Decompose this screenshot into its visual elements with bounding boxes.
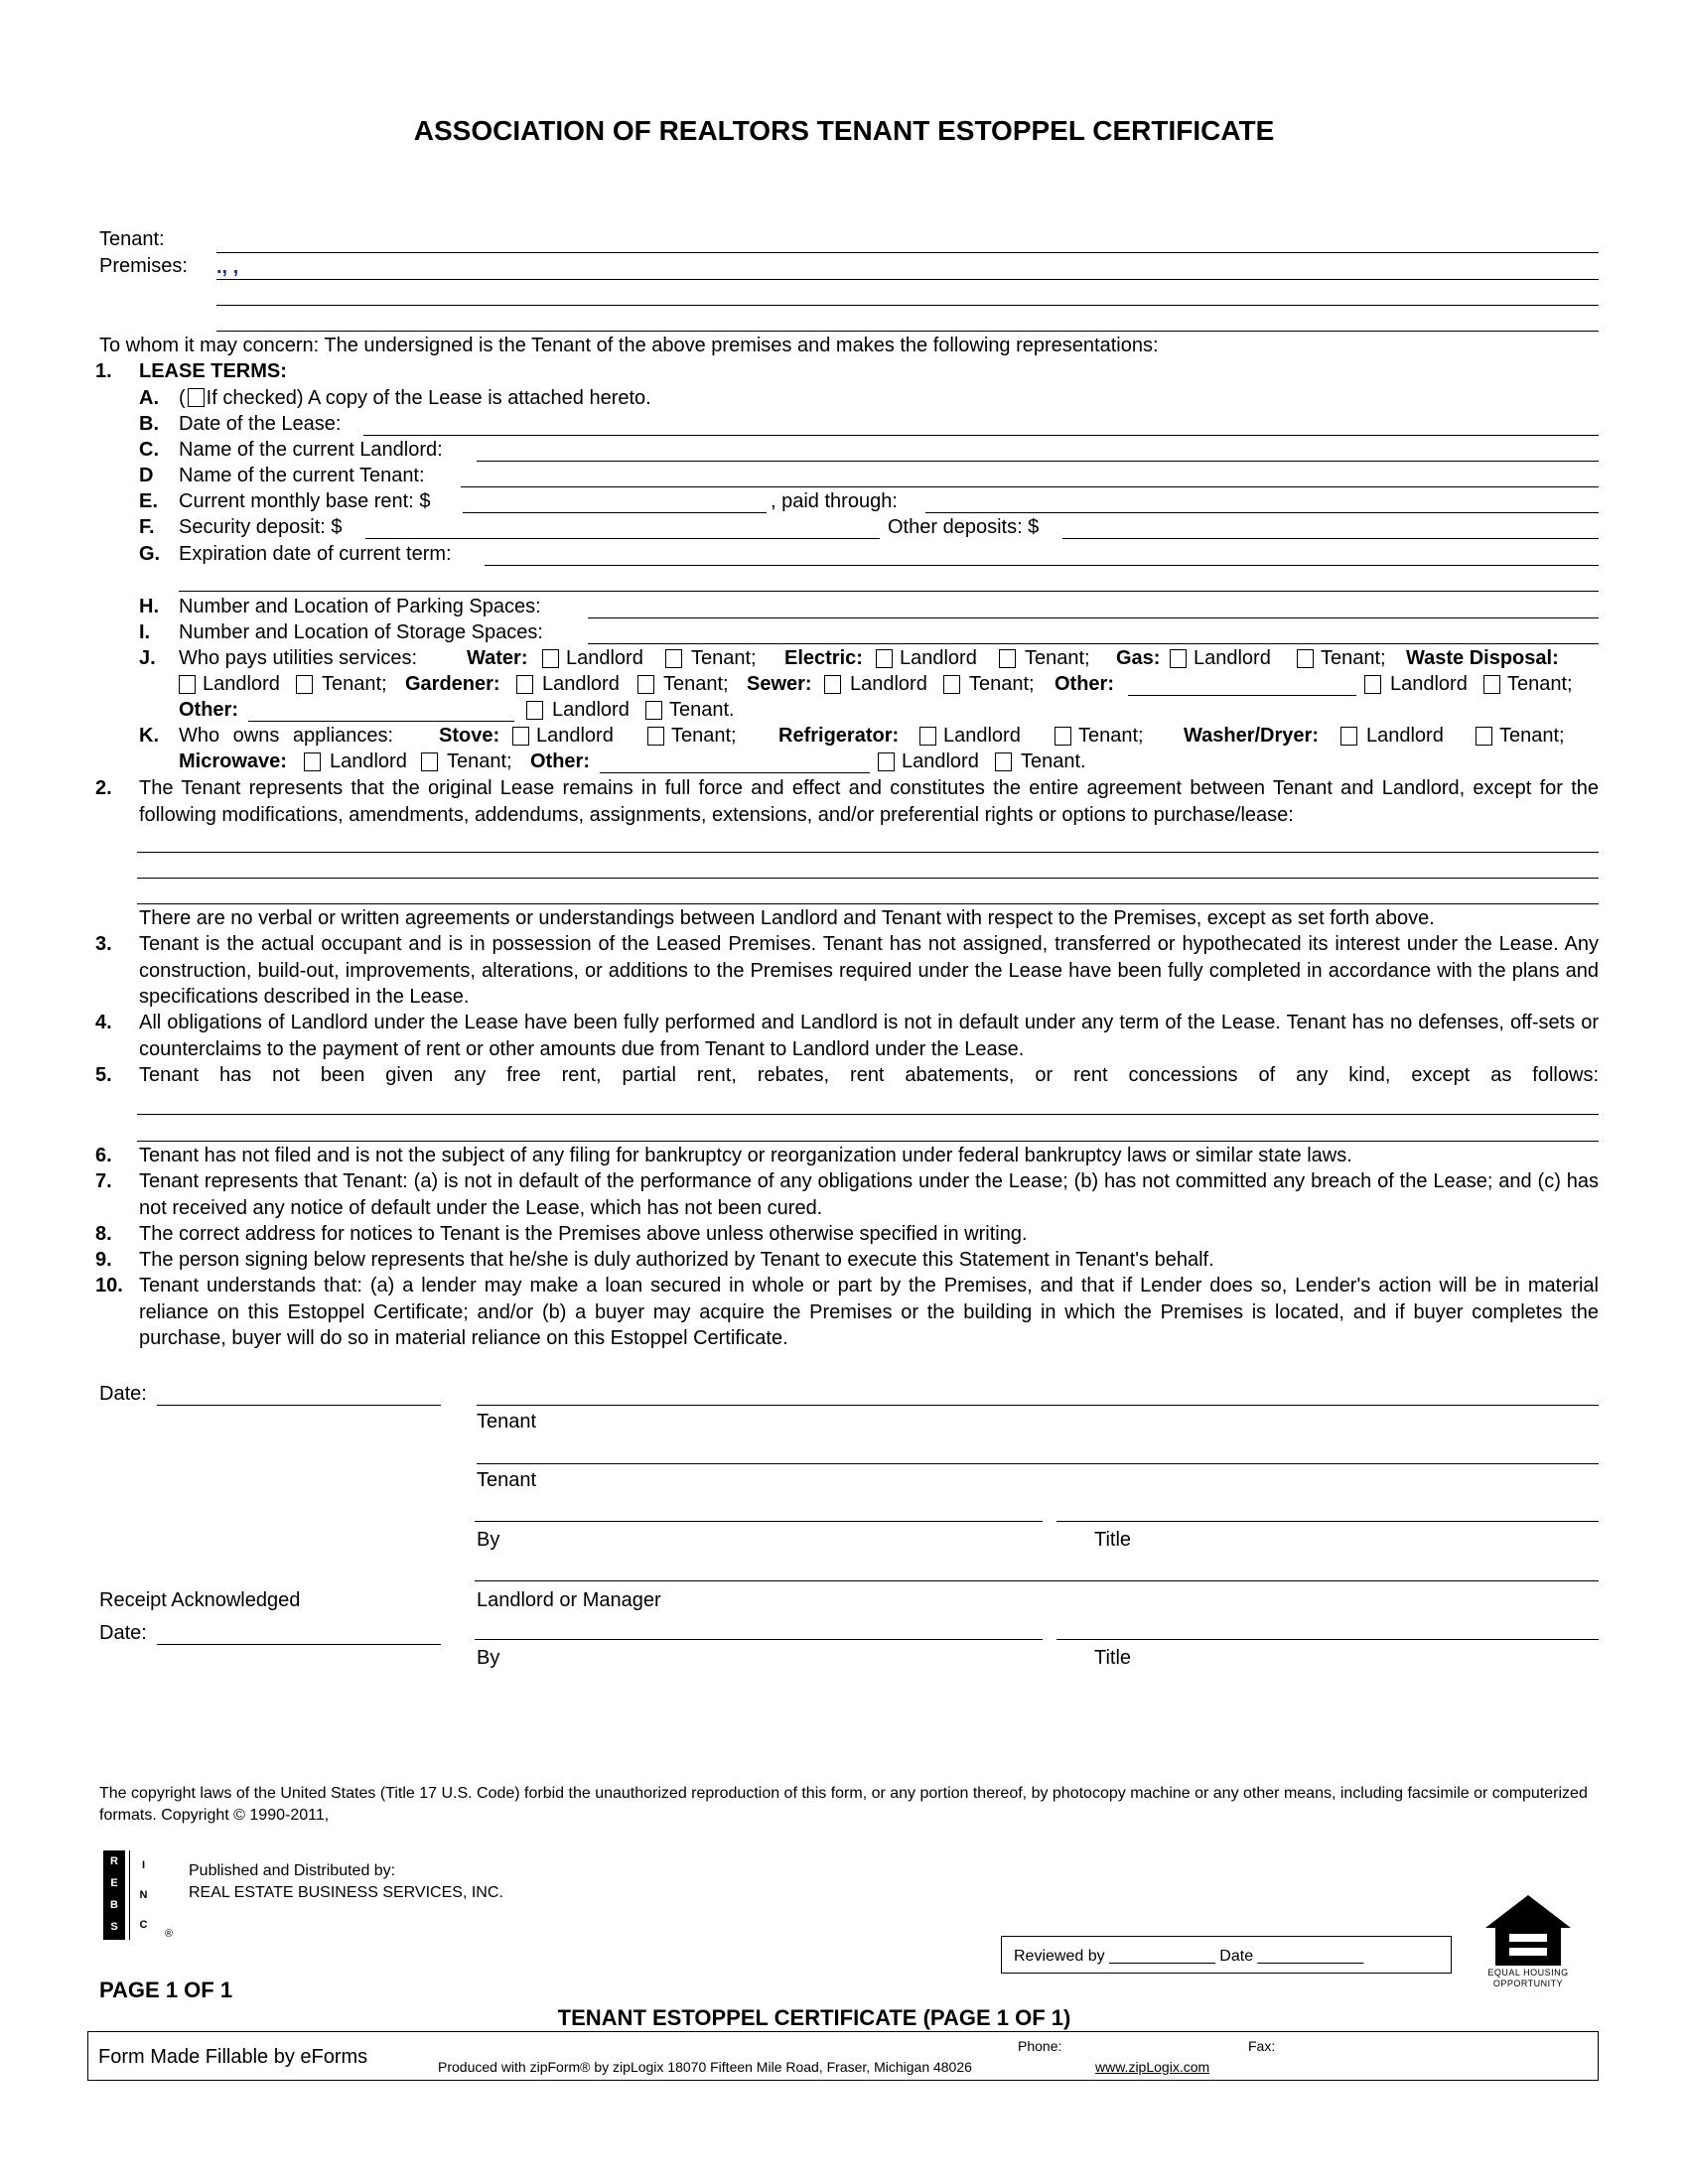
fillable-by: Form Made Fillable by eForms xyxy=(98,2046,368,2068)
by-label: By xyxy=(477,1529,500,1551)
landlord-text: Landlord xyxy=(1366,725,1444,747)
produced-with: Produced with zipForm® by zipLogix 18070 Fifteen Mile Road, Fraser, Michigan 48026 xyxy=(438,2059,972,2075)
tenant-text: Tenant; xyxy=(322,673,387,695)
landlord-text: Landlord xyxy=(943,725,1021,747)
date-field-2[interactable] xyxy=(157,1644,441,1645)
phone-label: Phone: xyxy=(1018,2038,1062,2054)
gardener-tenant-checkbox[interactable] xyxy=(637,675,654,694)
gardener-landlord-checkbox[interactable] xyxy=(516,675,533,694)
other-utility-label: Other: xyxy=(1055,673,1114,695)
landlord-text: Landlord xyxy=(566,647,643,669)
sewer-landlord-checkbox[interactable] xyxy=(824,675,841,694)
waste-tenant-checkbox[interactable] xyxy=(296,675,313,694)
logo-letter: B xyxy=(110,1899,118,1911)
microwave-tenant-checkbox[interactable] xyxy=(421,752,438,771)
security-deposit-field[interactable] xyxy=(365,538,880,539)
title-field-2[interactable] xyxy=(1056,1639,1599,1640)
other-deposits-label: Other deposits: $ xyxy=(888,516,1040,538)
logo-letter: I xyxy=(141,1859,146,1871)
other-utility-2-tenant-checkbox[interactable] xyxy=(645,701,662,720)
item-h-text: Number and Location of Parking Spaces: xyxy=(179,596,541,617)
tenant-signature-1-field[interactable] xyxy=(477,1405,1599,1406)
tenant-text: Tenant; xyxy=(1025,647,1090,669)
landlord-text: Landlord xyxy=(203,673,280,695)
other-utility-field[interactable] xyxy=(1128,695,1356,696)
company-name: REAL ESTATE BUSINESS SERVICES, INC. xyxy=(189,1884,503,1901)
base-rent-field[interactable] xyxy=(463,512,767,513)
other-deposits-field[interactable] xyxy=(1062,538,1599,539)
by-field[interactable] xyxy=(475,1521,1043,1522)
item-d-text: Name of the current Tenant: xyxy=(179,465,425,486)
tenant-signature-1-label: Tenant xyxy=(477,1411,537,1433)
item-d-letter: D xyxy=(139,465,154,486)
lease-date-field[interactable] xyxy=(363,435,1599,436)
section-7-text: Tenant represents that Tenant: (a) is not in default of the performance of any obligations under the Lease; (b) has not committed any breach of the Lease; and (c) has not received any notice of default under the Lease, which has not been cured. xyxy=(139,1170,1599,1219)
landlord-text: Landlord xyxy=(542,673,620,695)
copyright-text: The copyright laws of the United States (Title 17 U.S. Code) forbid the unauthorized reproduction of this form, or any portion thereof, by photocopy machine or any other means, including facsimile or computerized formats. Copyright © 1990-2011, xyxy=(99,1785,1588,1824)
refrigerator-tenant-checkbox[interactable] xyxy=(1055,727,1071,746)
equal-housing-text: EQUAL HOUSING OPPORTUNITY xyxy=(1487,1968,1569,1988)
landlord-text: Landlord xyxy=(1194,647,1271,669)
item-a-text: If checked) A copy of the Lease is attached hereto. xyxy=(206,387,651,409)
tenant-text: Tenant; xyxy=(1078,725,1144,747)
tenant-field[interactable] xyxy=(216,252,1599,253)
title-label-2: Title xyxy=(1094,1647,1132,1669)
section-10-text: Tenant understands that: (a) a lender may make a loan secured in whole or part by the Premises, and that if Lender does so, Lender's action will be in material reliance on this Estoppel Certificate; and/or (b) a buyer may acquire the Premises or the building in which the Premises is located, and if buyer completes the purchase, buyer will do so in material reliance on this Estoppel Certificate. xyxy=(139,1275,1599,1349)
stove-tenant-checkbox[interactable] xyxy=(647,727,664,746)
other-utility-tenant-checkbox[interactable] xyxy=(1483,675,1500,694)
other-utility-2-landlord-checkbox[interactable] xyxy=(526,701,543,720)
tenant-label: Tenant: xyxy=(99,228,165,250)
paid-through-field[interactable] xyxy=(925,512,1599,513)
waste-landlord-checkbox[interactable] xyxy=(179,675,196,694)
other-utility-2-label: Other: xyxy=(179,699,238,721)
landlord-text: Landlord xyxy=(330,751,407,772)
item-h-letter: H. xyxy=(139,596,159,617)
water-tenant-checkbox[interactable] xyxy=(665,649,682,668)
reviewed-by-field[interactable]: ____________ xyxy=(1109,1948,1215,1965)
section-3-number: 3. xyxy=(95,933,112,955)
logo-letter: R xyxy=(110,1855,118,1867)
published-by: Published and Distributed by: xyxy=(189,1862,396,1879)
item-f-letter: F. xyxy=(139,516,155,538)
tenant-text: Tenant; xyxy=(1321,647,1386,669)
date-label: Date: xyxy=(99,1383,147,1405)
expiration-date-field[interactable] xyxy=(485,565,1599,566)
sewer-tenant-checkbox[interactable] xyxy=(943,675,960,694)
section-10-number: 10. xyxy=(95,1275,123,1297)
form-title: TENANT ESTOPPEL CERTIFICATE (PAGE 1 OF 1) xyxy=(557,2005,1071,2030)
modifications-field-line-2[interactable] xyxy=(137,878,1599,879)
item-i-text: Number and Location of Storage Spaces: xyxy=(179,621,543,643)
reviewed-by-label: Reviewed by xyxy=(1014,1948,1105,1965)
section-5-number: 5. xyxy=(95,1064,112,1086)
tenant-text: Tenant; xyxy=(663,673,729,695)
tenant-text: Tenant; xyxy=(447,751,512,772)
reviewed-box xyxy=(1001,1936,1452,1974)
item-j-letter: J. xyxy=(139,647,156,669)
other-appliance-landlord-checkbox[interactable] xyxy=(878,752,895,771)
other-appliance-field[interactable] xyxy=(600,772,870,773)
appliances-label: Who owns appliances: xyxy=(179,725,394,747)
landlord-text: Landlord xyxy=(1390,673,1468,695)
concessions-field-line-2[interactable] xyxy=(137,1141,1599,1142)
concessions-field-line-1[interactable] xyxy=(137,1114,1599,1115)
water-label: Water: xyxy=(467,647,528,669)
fax-label: Fax: xyxy=(1248,2038,1276,2054)
paren: ( xyxy=(179,387,186,409)
landlord-manager-label: Landlord or Manager xyxy=(477,1589,661,1611)
page-number: PAGE 1 OF 1 xyxy=(99,1978,233,2002)
by-field-2[interactable] xyxy=(475,1639,1043,1640)
tenant-text: Tenant; xyxy=(691,647,757,669)
gas-tenant-checkbox[interactable] xyxy=(1297,649,1314,668)
item-b-letter: B. xyxy=(139,413,159,435)
page-title: ASSOCIATION OF REALTORS TENANT ESTOPPEL CERTIFICATE xyxy=(413,115,1275,146)
registered-mark: ® xyxy=(165,1928,174,1940)
reviewed-date-field[interactable]: ____________ xyxy=(1257,1948,1364,1965)
item-a-row xyxy=(179,386,651,410)
water-landlord-checkbox[interactable] xyxy=(542,649,559,668)
expiration-date-field-line-2[interactable] xyxy=(179,591,1599,592)
other-utility-landlord-checkbox[interactable] xyxy=(1364,675,1381,694)
landlord-text: Landlord xyxy=(536,725,614,747)
section-3-text: Tenant is the actual occupant and is in possession of the Leased Premises. Tenant has not assigned, transferred or hypothecated its interest under the Lease. Any construction, build-out, improvements, alterations, or additions to the Premises required under the Lease have been fully completed in accordance with the plans and specifications described in the Lease. xyxy=(139,933,1599,1008)
landlord-text: Landlord xyxy=(850,673,927,695)
reviewed-by-row xyxy=(1014,1946,1363,1968)
item-k-letter: K. xyxy=(139,725,159,747)
section-6-number: 6. xyxy=(95,1145,112,1166)
section-4-number: 4. xyxy=(95,1012,112,1033)
inc-logo xyxy=(129,1850,157,1940)
tenant-text: Tenant; xyxy=(1499,725,1565,747)
lease-attached-checkbox[interactable] xyxy=(188,388,205,407)
date-label-2: Date: xyxy=(99,1622,147,1644)
item-g-letter: G. xyxy=(139,543,161,565)
gas-landlord-checkbox[interactable] xyxy=(1170,649,1187,668)
item-c-text: Name of the current Landlord: xyxy=(179,439,443,461)
washer-landlord-checkbox[interactable] xyxy=(1340,727,1357,746)
section-5-text: Tenant has not been given any free rent, partial rent, rebates, rent abatements, or rent concessions of any kind, except as follows: xyxy=(139,1064,1599,1086)
logo-letter: E xyxy=(110,1877,118,1889)
sewer-label: Sewer: xyxy=(747,673,812,695)
premises-value[interactable]: ., , xyxy=(216,256,239,278)
other-appliance-tenant-checkbox[interactable] xyxy=(995,752,1012,771)
washer-tenant-checkbox[interactable] xyxy=(1476,727,1492,746)
item-c-letter: C. xyxy=(139,439,159,461)
by-label-2: By xyxy=(477,1647,500,1669)
microwave-landlord-checkbox[interactable] xyxy=(304,752,321,771)
other-utility-2-field[interactable] xyxy=(248,721,514,722)
item-b-text: Date of the Lease: xyxy=(179,413,342,435)
item-g-text: Expiration date of current term: xyxy=(179,543,452,565)
section-2-text: The Tenant represents that the original Lease remains in full force and effect and constitutes the entire agreement between Tenant and Landlord, except for the following modifications, amendments, addendums, assignments, extensions, and/or preferential rights or options to purchase/lease: xyxy=(139,777,1599,826)
modifications-field-line-1[interactable] xyxy=(137,852,1599,853)
tenant-signature-2-label: Tenant xyxy=(477,1469,537,1491)
electric-landlord-checkbox[interactable] xyxy=(876,649,893,668)
reviewed-date-label: Date xyxy=(1219,1948,1254,1965)
section-8-number: 8. xyxy=(95,1223,112,1245)
paid-through-label: , paid through: xyxy=(771,490,898,512)
section-8-text: The correct address for notices to Tenant is the Premises above unless otherwise specified in writing. xyxy=(139,1223,1028,1245)
tenant-text: Tenant. xyxy=(1021,751,1086,772)
section-2-number: 2. xyxy=(95,777,112,799)
tenant-text: Tenant; xyxy=(969,673,1035,695)
stove-label: Stove: xyxy=(439,725,500,747)
footer-box xyxy=(87,2031,1599,2081)
tenant-text: Tenant; xyxy=(671,725,737,747)
item-f-text: Security deposit: $ xyxy=(179,516,343,538)
storage-spaces-field[interactable] xyxy=(588,643,1599,644)
logo-letter: C xyxy=(139,1919,148,1931)
landlord-text: Landlord xyxy=(552,699,630,721)
rebs-logo xyxy=(103,1850,125,1940)
stove-landlord-checkbox[interactable] xyxy=(512,727,529,746)
tenant-text: Tenant. xyxy=(669,699,735,721)
section-9-text: The person signing below represents that he/she is duly authorized by Tenant to execute this Statement in Tenant's behalf. xyxy=(139,1249,1214,1271)
section-4-text: All obligations of Landlord under the Lease have been fully performed and Landlord is not in default under any term of the Lease. Tenant has no defenses, off-sets or counterclaims to the payment of rent or other amounts due from Tenant to Landlord under the Lease. xyxy=(139,1012,1599,1060)
logo-letter: N xyxy=(139,1889,148,1901)
item-e-letter: E. xyxy=(139,490,158,512)
ziplogix-link[interactable]: www.zipLogix.com xyxy=(1095,2059,1210,2075)
section-1-title: LEASE TERMS: xyxy=(139,360,287,382)
premises-field-line-3[interactable] xyxy=(216,331,1599,332)
section-7-number: 7. xyxy=(95,1170,112,1192)
washer-dryer-label: Washer/Dryer: xyxy=(1184,725,1319,747)
title-label: Title xyxy=(1094,1529,1132,1551)
section-6-text: Tenant has not filed and is not the subject of any filing for bankruptcy or reorganization under federal bankruptcy laws or similar state laws. xyxy=(139,1145,1352,1166)
tenant-signature-2-field[interactable] xyxy=(477,1463,1599,1464)
electric-tenant-checkbox[interactable] xyxy=(999,649,1016,668)
section-2-after: There are no verbal or written agreements or understandings between Landlord and Tenant with respect to the Premises, except as set forth above. xyxy=(139,907,1435,929)
electric-label: Electric: xyxy=(784,647,863,669)
waste-disposal-label: Waste Disposal: xyxy=(1406,647,1559,669)
tenant-text: Tenant; xyxy=(1507,673,1573,695)
gardener-label: Gardener: xyxy=(405,673,500,695)
premises-field-line-1[interactable] xyxy=(216,279,1599,280)
equal-housing-icon xyxy=(1481,1892,1575,1968)
receipt-acknowledged-label: Receipt Acknowledged xyxy=(99,1589,301,1611)
landlord-signature-field[interactable] xyxy=(475,1580,1599,1581)
logo-letter: S xyxy=(110,1921,118,1933)
refrigerator-landlord-checkbox[interactable] xyxy=(919,727,936,746)
tenant-name-field[interactable] xyxy=(461,486,1599,487)
item-i-letter: I. xyxy=(139,621,151,643)
parking-spaces-field[interactable] xyxy=(588,617,1599,618)
section-1-number: 1. xyxy=(95,360,112,382)
date-field[interactable] xyxy=(157,1405,441,1406)
item-e-text: Current monthly base rent: $ xyxy=(179,490,431,512)
item-a-letter: A. xyxy=(139,387,159,409)
landlord-name-field[interactable] xyxy=(477,461,1599,462)
landlord-text: Landlord xyxy=(900,647,977,669)
premises-label: Premises: xyxy=(99,255,188,277)
premises-field-line-2[interactable] xyxy=(216,305,1599,306)
title-field[interactable] xyxy=(1056,1521,1599,1522)
microwave-label: Microwave: xyxy=(179,751,287,772)
gas-label: Gas: xyxy=(1116,647,1161,669)
intro-text: To whom it may concern: The undersigned is the Tenant of the above premises and makes the following representations: xyxy=(99,335,1159,356)
other-appliance-label: Other: xyxy=(530,751,590,772)
modifications-field-line-3[interactable] xyxy=(137,903,1599,904)
refrigerator-label: Refrigerator: xyxy=(778,725,900,747)
section-9-number: 9. xyxy=(95,1249,112,1271)
landlord-text: Landlord xyxy=(902,751,979,772)
utilities-label: Who pays utilities services: xyxy=(179,647,418,669)
